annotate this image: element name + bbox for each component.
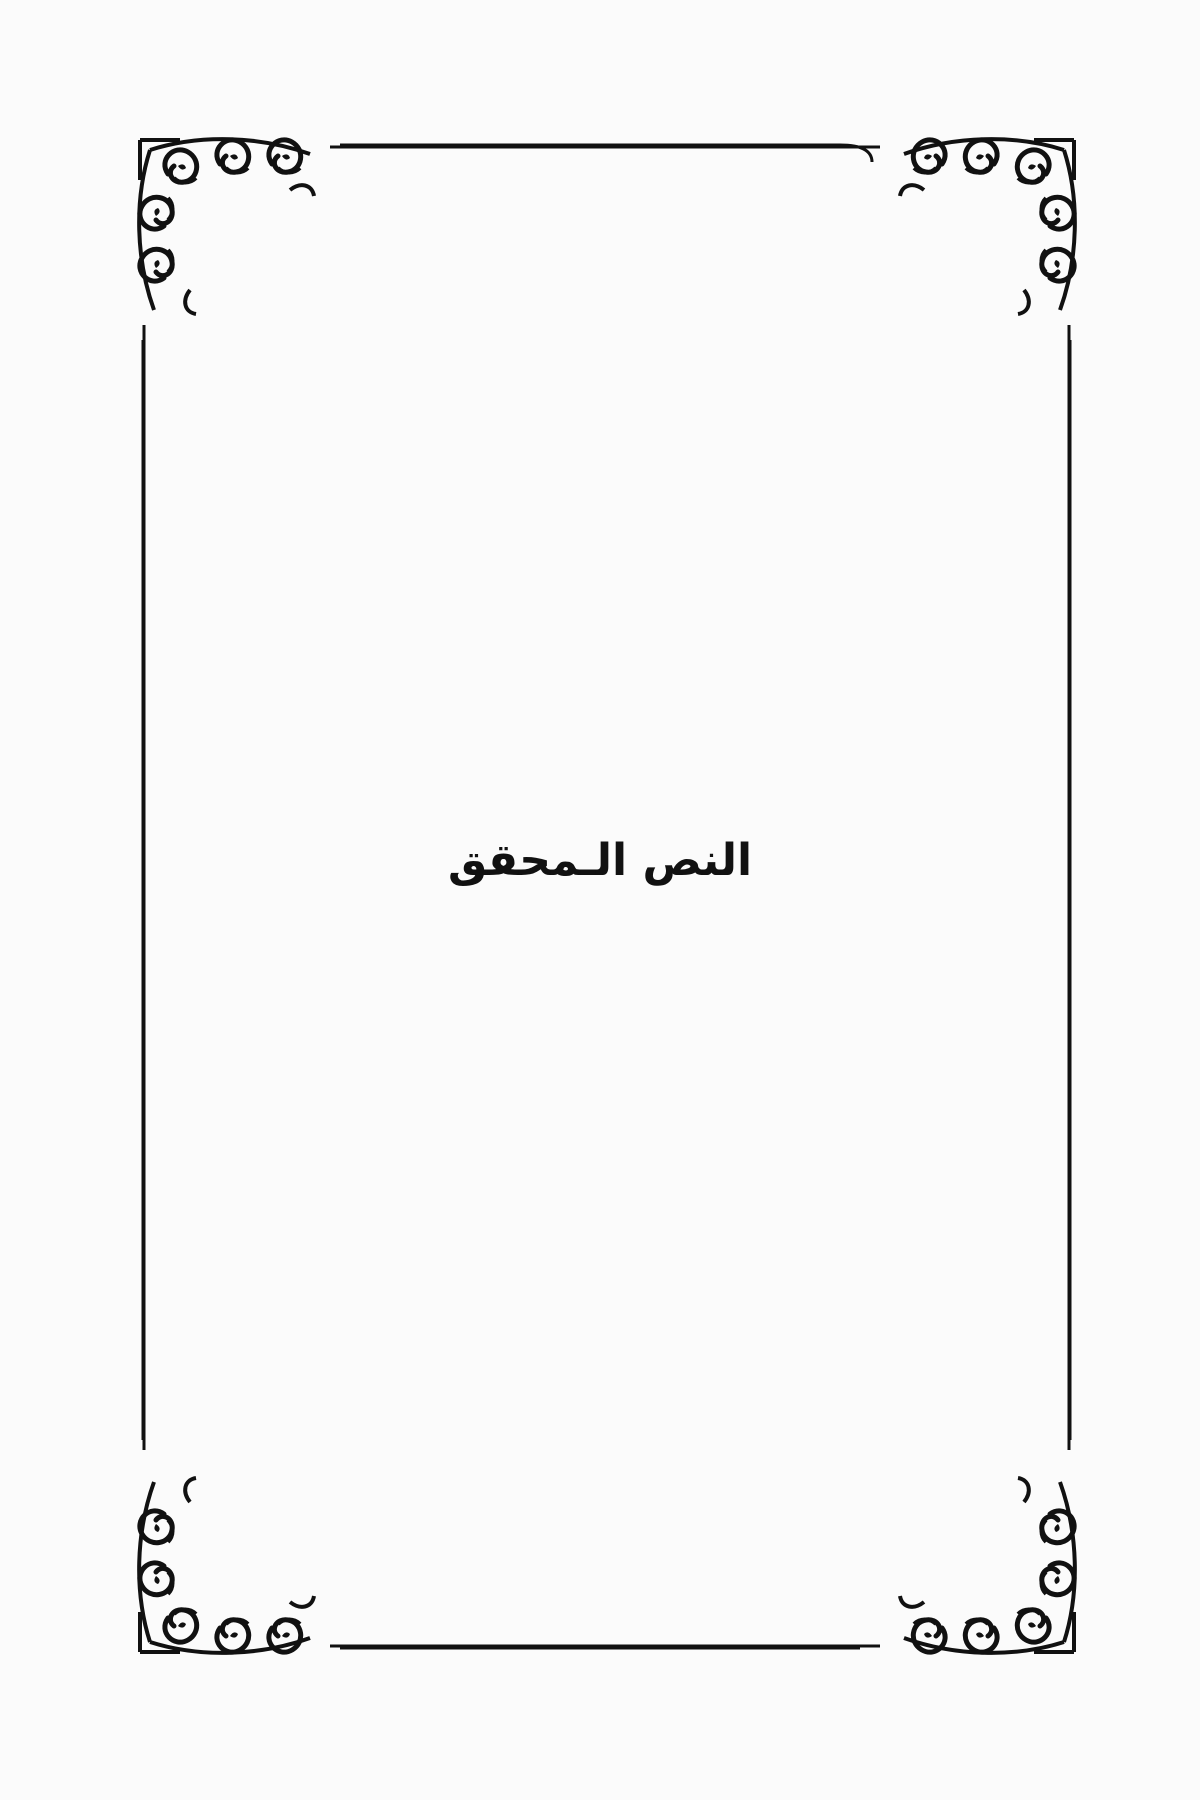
- corner-ornament-bottom-left: [139, 1478, 314, 1653]
- corner-ornament-bottom-right: [900, 1478, 1075, 1653]
- section-title: النص الـمحقق: [447, 835, 753, 886]
- corner-ornament-top-right: [900, 139, 1075, 314]
- frame-border: [143, 145, 1070, 1648]
- corner-ornament-top-left: [139, 139, 314, 314]
